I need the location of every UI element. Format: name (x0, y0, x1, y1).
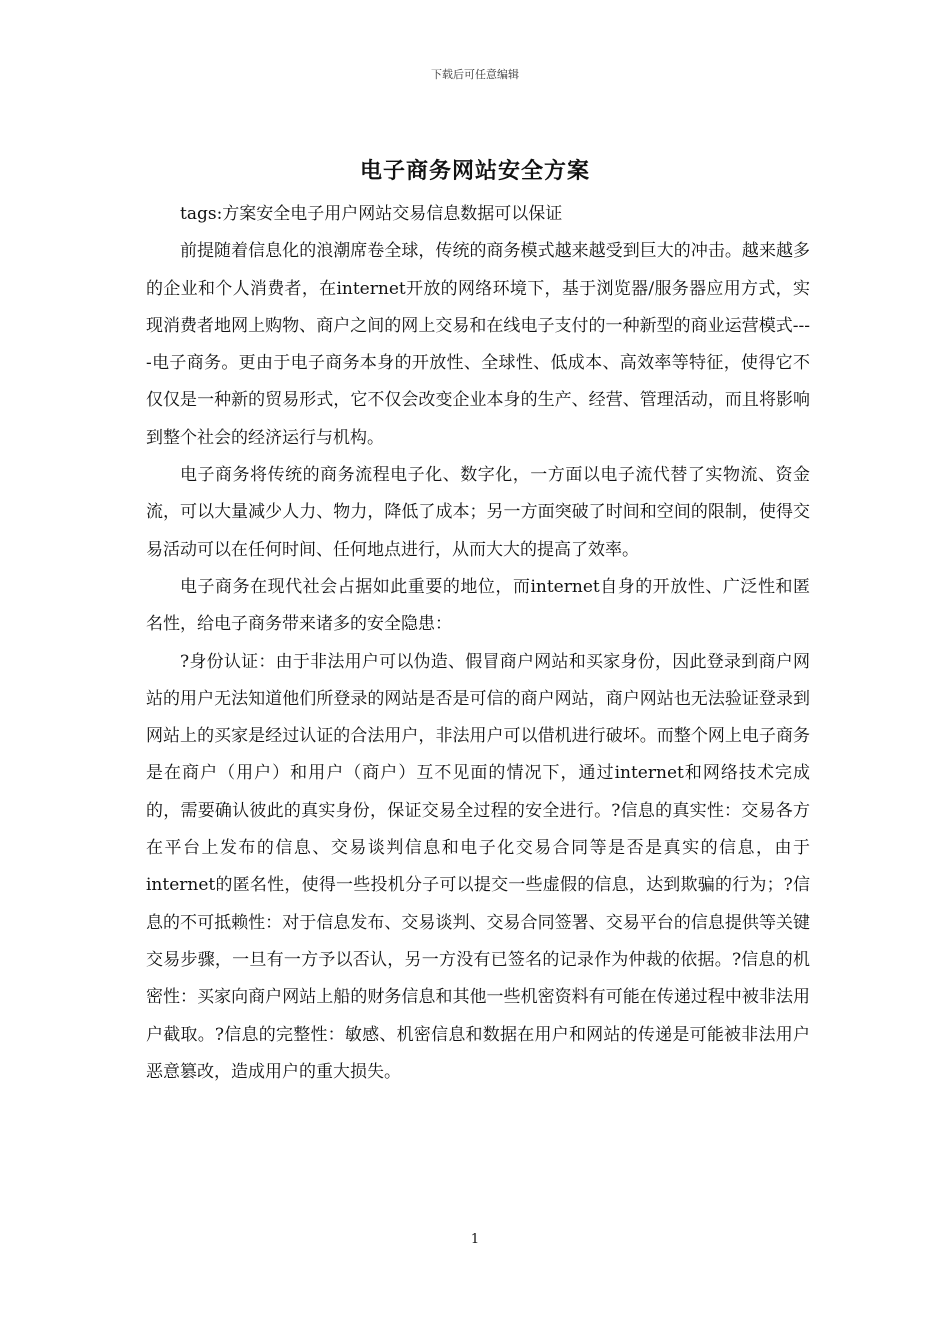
paragraph-digitization: 电子商务将传统的商务流程电子化、数字化，一方面以电子流代替了实物流、资金流，可以大量减少人力、物力，降低了成本；另一方面突破了时间和空间的限制，使得交易活动可以在任何时间、任何地点进行，从而大大的提高了效率。 (146, 465, 810, 560)
paragraph-intro: 前提随着信息化的浪潮席卷全球，传统的商务模式越来越受到巨大的冲击。越来越多的企业和个人消费者，在internet开放的网络环境下，基于浏览器/服务器应用方式，实现消费者地网上购物、商户之间的网上交易和在线电子支付的一种新型的商业运营模式----电子商务。更由于电子商务本身的开放性、全球性、低成本、高效率等特征，使得它不仅仅是一种新的贸易形式，它不仅会改变企业本身的生产、经营、管理活动，而且将影响到整个社会的经济运行与机构。 (146, 241, 810, 448)
document-title: 电子商务网站安全方案 (359, 159, 590, 184)
document-body (146, 196, 810, 1091)
paragraph-security-risks: 电子商务在现代社会占据如此重要的地位，而internet自身的开放性、广泛性和匿名性，给电子商务带来诸多的安全隐患： (146, 576, 810, 635)
paragraph-risk-list: ?身份认证：由于非法用户可以伪造、假冒商户网站和买家身份，因此登录到商户网站的用户无法知道他们所登录的网站是否是可信的商户网站，商户网站也无法验证登录到网站上的买家是经过认证的合法用户，非法用户可以借机进行破坏。而整个网上电子商务是在商户（用户）和用户（商户）互不见面的情况下，通过internet和网络技术完成的，需要确认彼此的真实身份，保证交易全过程的安全进行。?信息的真实性：交易各方在平台上发布的信息、交易谈判信息和电子化交易合同等是否是真实的信息，由于internet的匿名性，使得一些投机分子可以提交一些虚假的信息，达到欺骗的行为；?信息的不可抵赖性：对于信息发布、交易谈判、交易合同签署、交易平台的信息提供等关键交易步骤，一旦有一方予以否认，另一方没有已签名的记录作为仲裁的依据。?信息的机密性：买家向商户网站上船的财务信息和其他一些机密资料有可能在传递过程中被非法用户截取。?信息的完整性：敏感、机密信息和数据在用户和网站的传递是可能被非法用户恶意篡改，造成用户的重大损失。 (146, 651, 810, 1082)
page-number: 1 (470, 1232, 480, 1247)
document-tags: tags:方案安全电子用户网站交易信息数据可以保证 (180, 204, 563, 224)
page-header: 下载后可任意编辑 (431, 68, 519, 81)
